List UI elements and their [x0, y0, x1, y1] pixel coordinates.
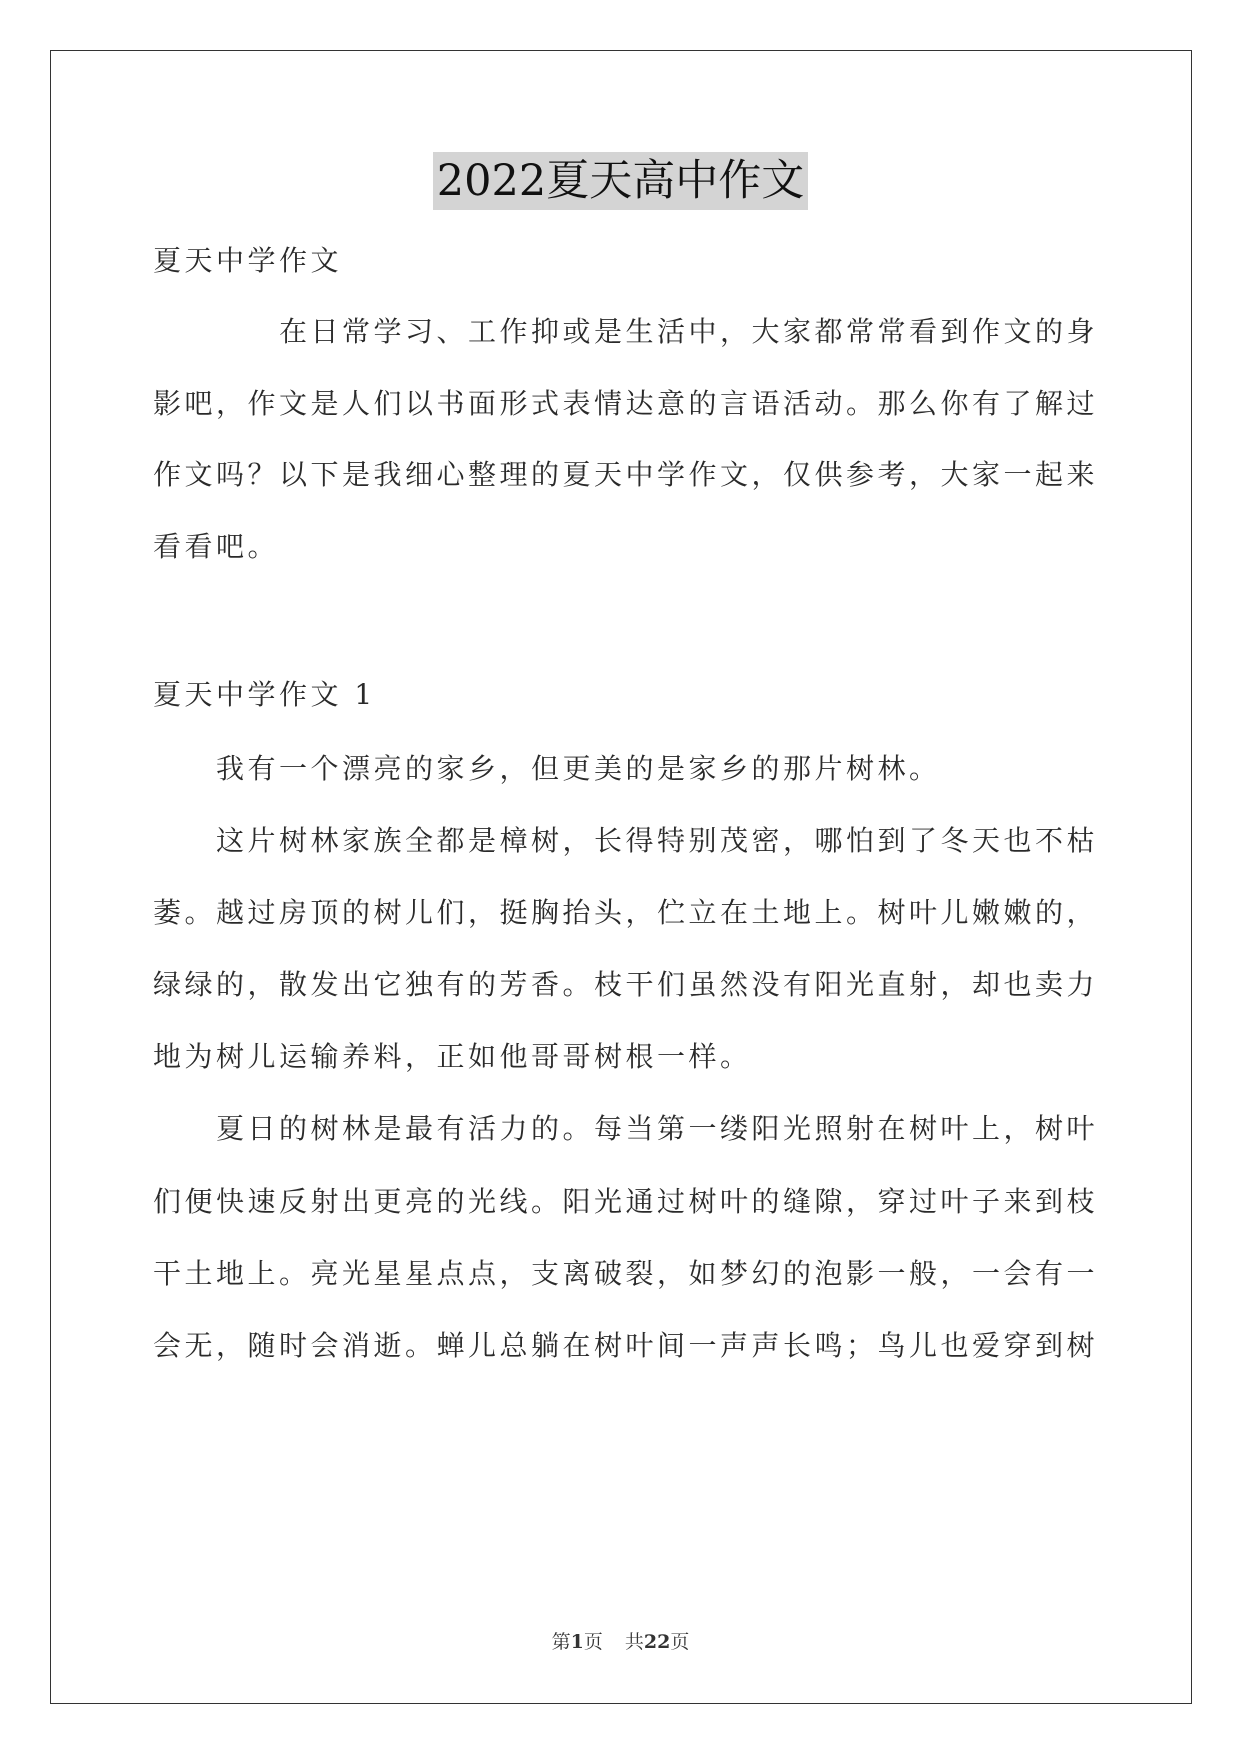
paragraph-line: 地为树儿运输养料，正如他哥哥树根一样。: [153, 1040, 752, 1073]
paragraph-line: 在日常学习、工作抑或是生活中，大家都常常看到作文的身: [153, 315, 1099, 348]
footer-total-prefix: 共: [624, 1631, 644, 1653]
page-number: 1: [570, 1631, 584, 1653]
paragraph-line: 会无，随时会消逝。蝉儿总躺在树叶间一声声长鸣；鸟儿也爱穿到树: [153, 1329, 1099, 1362]
section-heading: 夏天中学作文 1: [153, 678, 376, 711]
paragraph-line: 萎。越过房顶的树儿们，挺胸抬头，伫立在土地上。树叶儿嫩嫩的，: [153, 896, 1099, 929]
paragraph-line: 我有一个漂亮的家乡，但更美的是家乡的那片树林。: [153, 752, 941, 785]
page-footer: [0, 1627, 1241, 1654]
title-wrap: [0, 152, 1241, 210]
paragraph-line: 干土地上。亮光星星点点，支离破裂，如梦幻的泡影一般，一会有一: [153, 1257, 1099, 1290]
paragraph-line: 夏日的树林是最有活力的。每当第一缕阳光照射在树叶上，树叶: [153, 1112, 1099, 1145]
paragraph-line: 绿绿的，散发出它独有的芳香。枝干们虽然没有阳光直射，却也卖力: [153, 968, 1099, 1001]
paragraph-line: 们便快速反射出更亮的光线。阳光通过树叶的缝隙，穿过叶子来到枝: [153, 1185, 1099, 1218]
paragraph-line: 作文吗？以下是我细心整理的夏天中学作文，仅供参考，大家一起来: [153, 458, 1099, 491]
page-total: 22: [643, 1631, 671, 1653]
footer-mid: 页: [583, 1631, 603, 1653]
footer-suffix: 页: [670, 1631, 690, 1653]
document-title: 2022夏天高中作文: [433, 152, 808, 210]
paragraph-line: 这片树林家族全都是樟树，长得特别茂密，哪怕到了冬天也不枯: [153, 824, 1099, 857]
paragraph-line: 影吧，作文是人们以书面形式表情达意的言语活动。那么你有了解过: [153, 387, 1099, 420]
footer-prefix: 第: [551, 1631, 571, 1653]
page-border: [50, 50, 1192, 1704]
paragraph-line: 看看吧。: [153, 530, 280, 563]
section-heading: 夏天中学作文: [153, 244, 343, 277]
